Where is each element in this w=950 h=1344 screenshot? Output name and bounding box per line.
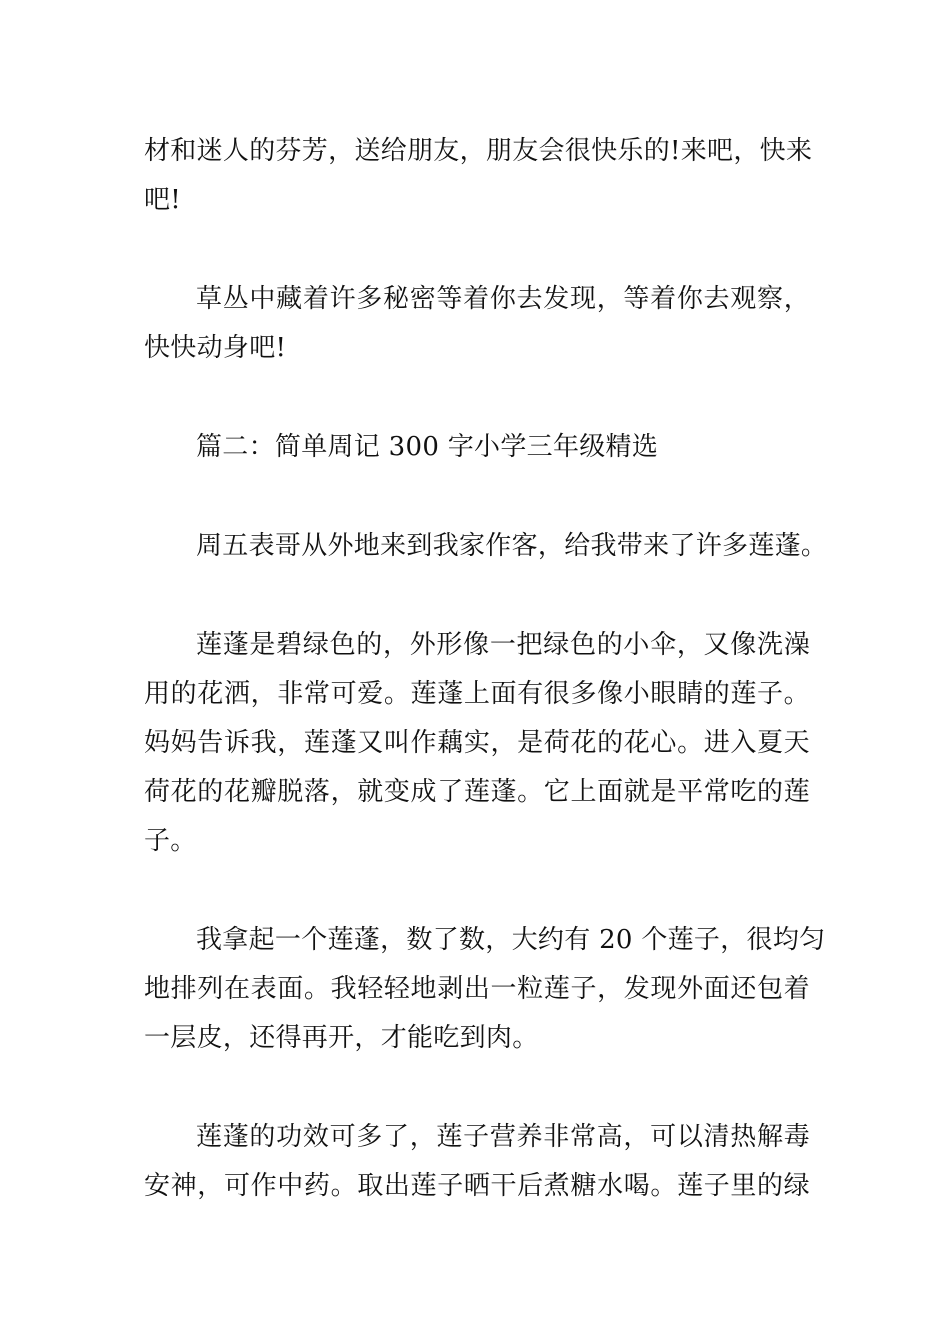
paragraph-7 [144,1113,810,1211]
document-body [144,127,828,1261]
paragraph-line: 荷花的花瓣脱落，就变成了莲蓬。它上面就是平常吃的莲 [144,777,810,807]
section-heading [144,423,810,472]
paragraph-line: 草丛中藏着许多秘密等着你去发现，等着你去观察， [196,284,810,314]
paragraph-2 [144,275,810,373]
paragraph-line: 周五表哥从外地来到我家作客，给我带来了许多莲蓬。 [196,531,828,561]
paragraph-line: 我拿起一个莲蓬，数了数，大约有 20 个莲子，很均匀 [196,925,826,955]
paragraph-line: 吧! [144,185,182,215]
paragraph-line: 用的花洒，非常可爱。莲蓬上面有很多像小眼睛的莲子。 [144,679,810,709]
paragraph-line: 材和迷人的芬芳，送给朋友，朋友会很快乐的!来吧，快来 [144,136,813,166]
paragraph-4 [144,522,828,571]
paragraph-line: 一层皮，还得再开，才能吃到肉。 [144,1023,539,1053]
paragraph-5 [144,621,810,866]
paragraph-line: 莲蓬的功效可多了，莲子营养非常高，可以清热解毒 [196,1122,810,1152]
paragraph-line: 莲蓬是碧绿色的，外形像一把绿色的小伞，又像洗澡 [196,630,810,660]
paragraph-6 [144,916,826,1063]
paragraph-line: 快快动身吧! [144,333,287,363]
paragraph-line: 子。 [144,826,197,856]
section-heading-text: 篇二：简单周记 300 字小学三年级精选 [196,432,659,462]
paragraph-line: 地排列在表面。我轻轻地剥出一粒莲子，发现外面还包着 [144,974,810,1004]
paragraph-line: 安神，可作中药。取出莲子晒干后煮糖水喝。莲子里的绿 [144,1171,810,1201]
paragraph-1 [144,127,813,225]
paragraph-line: 妈妈告诉我，莲蓬又叫作藕实，是荷花的花心。进入夏天 [144,728,810,758]
